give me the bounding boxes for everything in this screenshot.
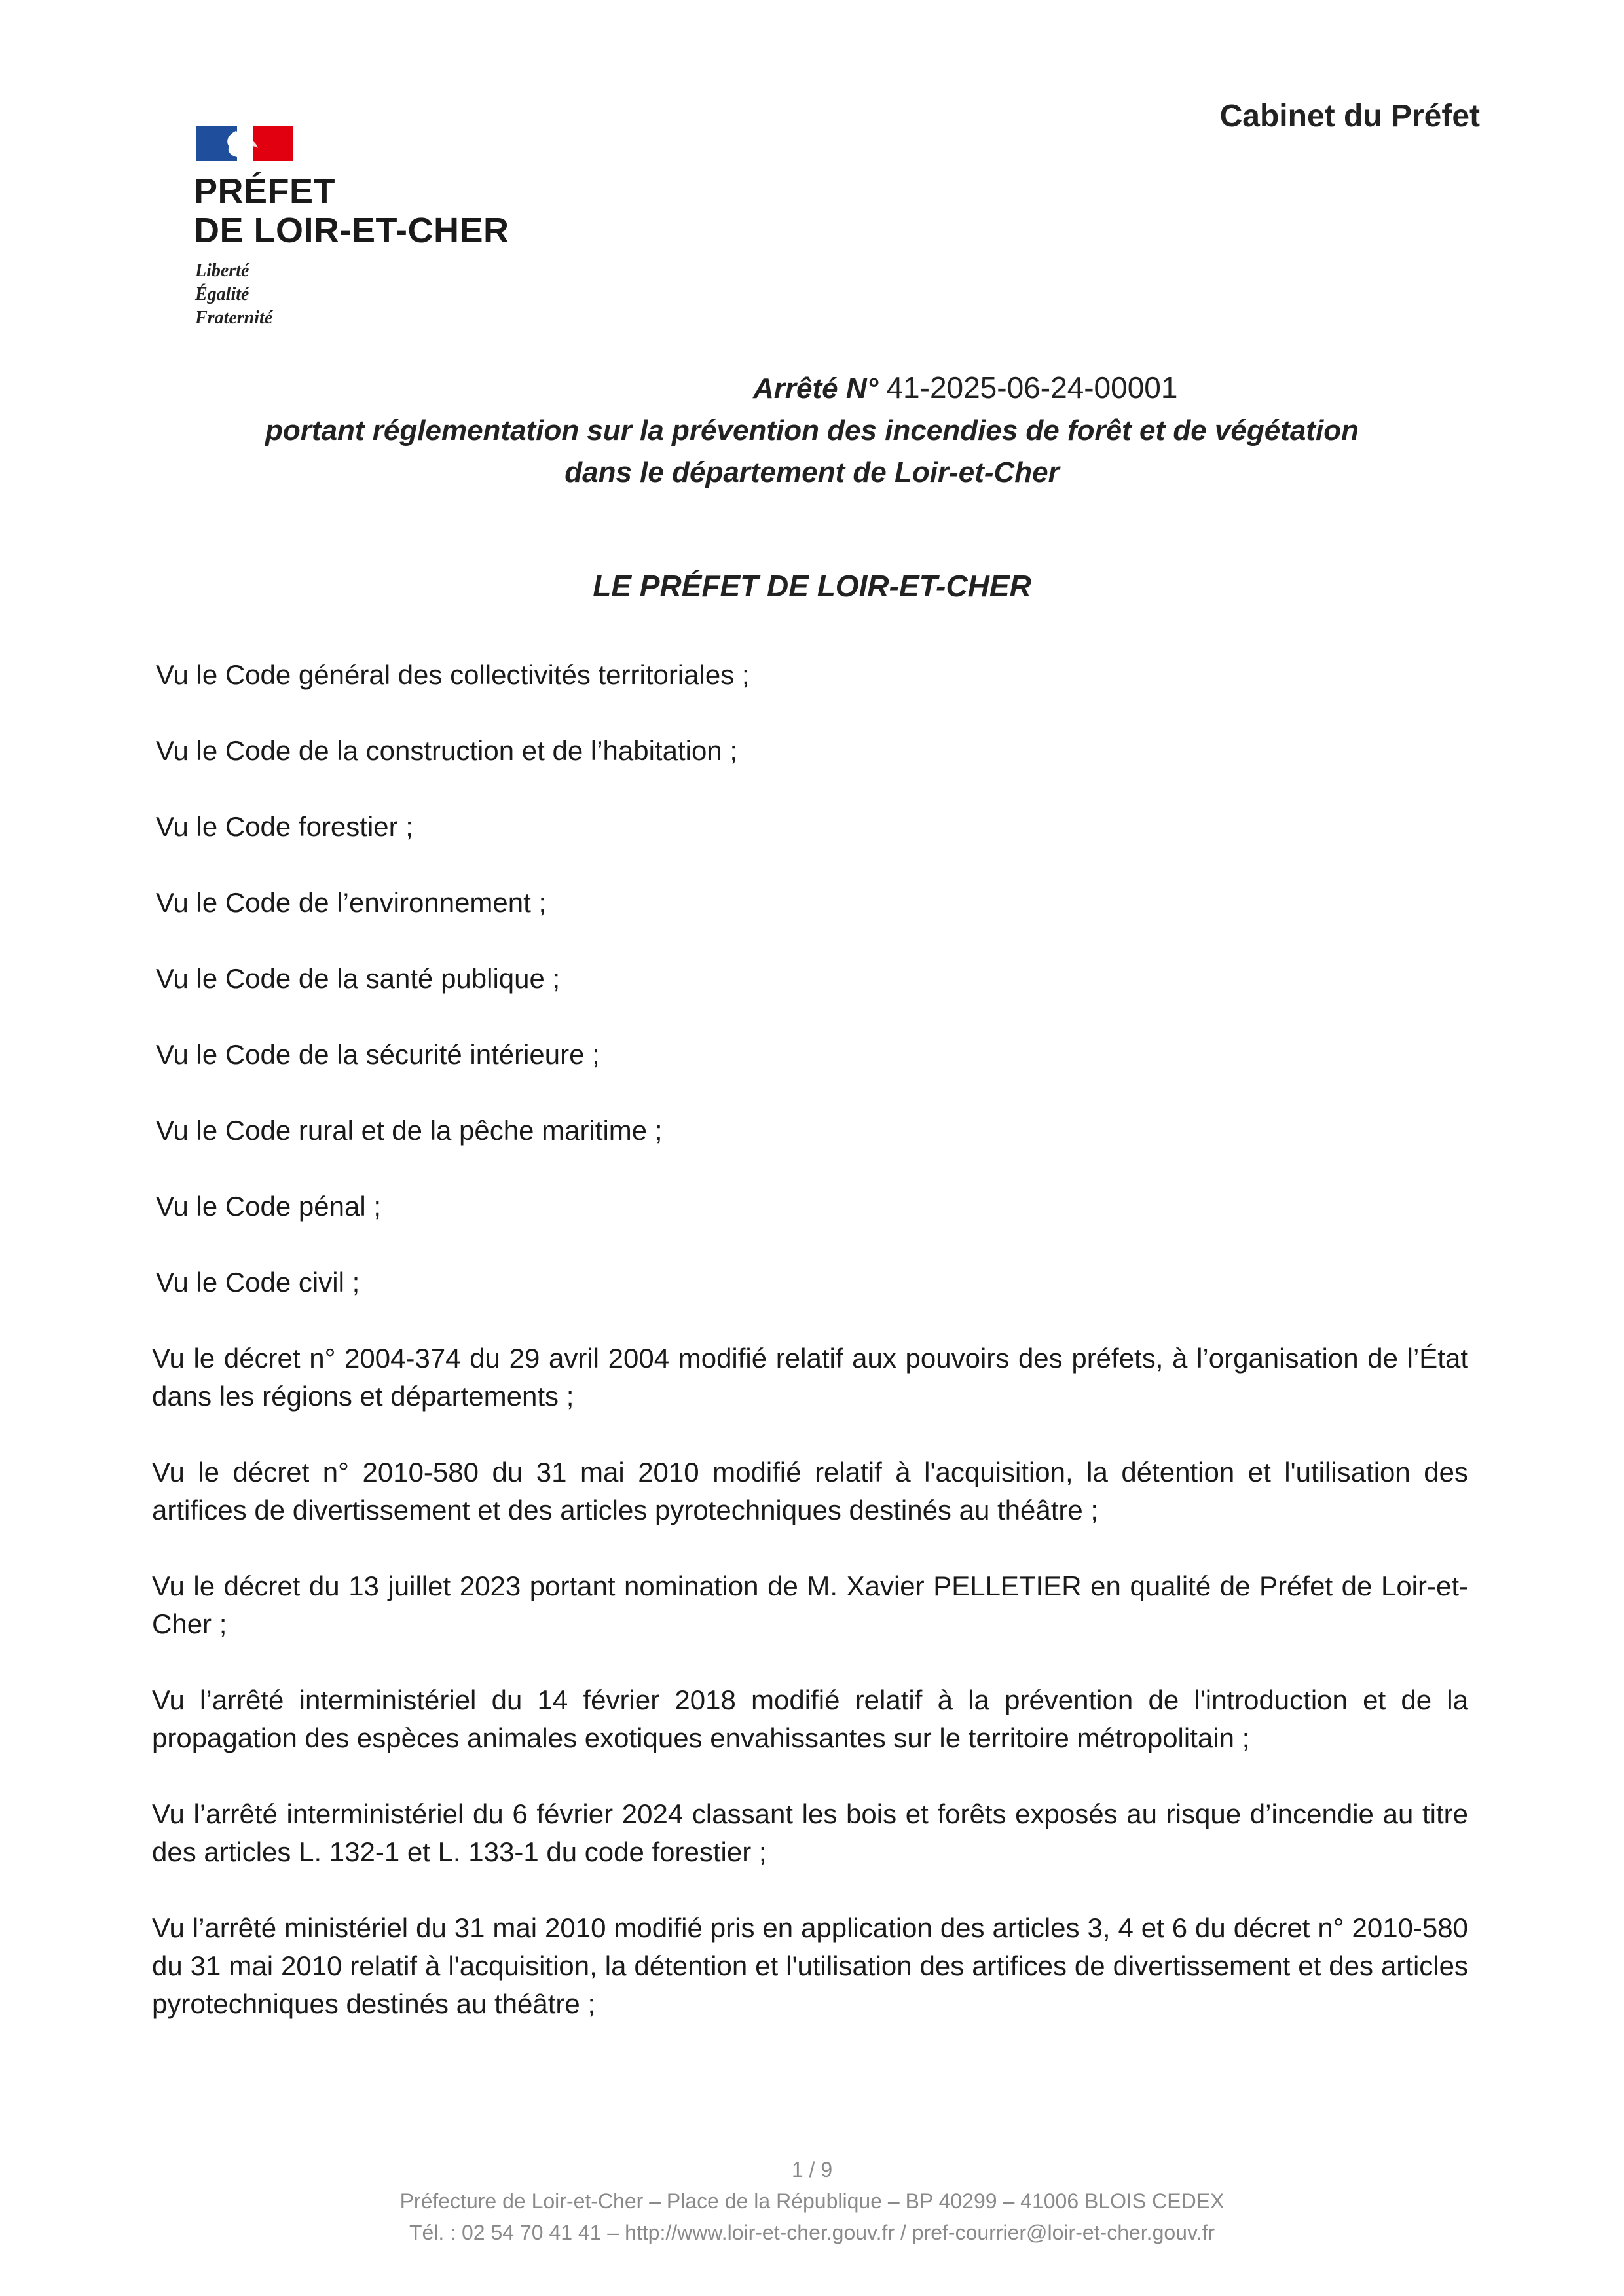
prefet-title-line2: DE LOIR-ET-CHER bbox=[194, 211, 509, 250]
marianne-logo-icon bbox=[196, 126, 293, 161]
vu-item: Vu le Code rural et de la pêche maritime ; bbox=[156, 1115, 663, 1146]
page-number: 1 / 9 bbox=[791, 2158, 833, 2181]
footer-contact: Tél. : 02 54 70 41 41 – http://www.loir-et-cher.gouv.fr / pref-courrier@loir-et-cher.gouv.fr bbox=[409, 2221, 1215, 2244]
motto-egalite: Égalité bbox=[195, 284, 249, 304]
arrete-subtitle-line1: portant réglementation sur la prévention des incendies de forêt et de végétation bbox=[265, 414, 1359, 446]
arrete-subtitle-line2: dans le département de Loir-et-Cher bbox=[564, 456, 1060, 488]
vu-item: Vu le Code de l’environnement ; bbox=[156, 887, 547, 918]
footer-address: Préfecture de Loir-et-Cher – Place de la République – BP 40299 – 41006 BLOIS CEDEX bbox=[399, 2189, 1225, 2213]
vu-item: Vu le Code de la santé publique ; bbox=[156, 963, 561, 994]
cabinet-label: Cabinet du Préfet bbox=[1219, 99, 1480, 134]
arrete-title bbox=[753, 367, 1177, 410]
vu-long-item: Vu l’arrêté ministériel du 31 mai 2010 modifié pris en application des articles 3, 4 et 6 du décret n° 2010-580 du 31 mai 2010 relatif à l'acquisition, la détention et l'utilisation des artifices de divertissement et des articles pyrotechniques destinés au théâtre ; bbox=[152, 1912, 1468, 2019]
motto-liberte: Liberté bbox=[195, 261, 249, 281]
vu-long-item: Vu le décret n° 2004-374 du 29 avril 2004 modifié relatif aux pouvoirs des préfets, à l’organisation de l’État dans les régions et départements ; bbox=[152, 1343, 1468, 1412]
vu-long-item: Vu le décret du 13 juillet 2023 portant nomination de M. Xavier PELLETIER en qualité de Préfet de Loir-et-Cher ; bbox=[152, 1571, 1468, 1639]
vu-long-item: Vu le décret n° 2010-580 du 31 mai 2010 modifié relatif à l'acquisition, la détention et l'utilisation des artifices de divertissement et des articles pyrotechniques destinés au théâtre ; bbox=[152, 1457, 1468, 1525]
vu-item: Vu le Code de la sécurité intérieure ; bbox=[156, 1039, 600, 1070]
prefet-title-line1: PRÉFET bbox=[194, 172, 336, 211]
prefet-heading: LE PRÉFET DE LOIR-ET-CHER bbox=[593, 569, 1031, 603]
arrete-label: Arrêté N° bbox=[753, 373, 879, 405]
arrete-number: 41-2025-06-24-00001 bbox=[886, 371, 1178, 405]
vu-long-item: Vu l’arrêté interministériel du 14 février 2018 modifié relatif à la prévention de l'introduction et de la propagation des espèces animales exotiques envahissantes sur le territoire métropolitain ; bbox=[152, 1685, 1468, 1753]
vu-item: Vu le Code forestier ; bbox=[156, 811, 413, 842]
motto-fraternite: Fraternité bbox=[195, 308, 273, 328]
vu-item: Vu le Code général des collectivités territoriales ; bbox=[156, 659, 750, 690]
vu-item: Vu le Code de la construction et de l’habitation ; bbox=[156, 735, 738, 766]
vu-item: Vu le Code civil ; bbox=[156, 1267, 360, 1298]
vu-item: Vu le Code pénal ; bbox=[156, 1191, 382, 1222]
vu-long-item: Vu l’arrêté interministériel du 6 février 2024 classant les bois et forêts exposés au risque d’incendie au titre des articles L. 132-1 et L. 133-1 du code forestier ; bbox=[152, 1798, 1468, 1867]
